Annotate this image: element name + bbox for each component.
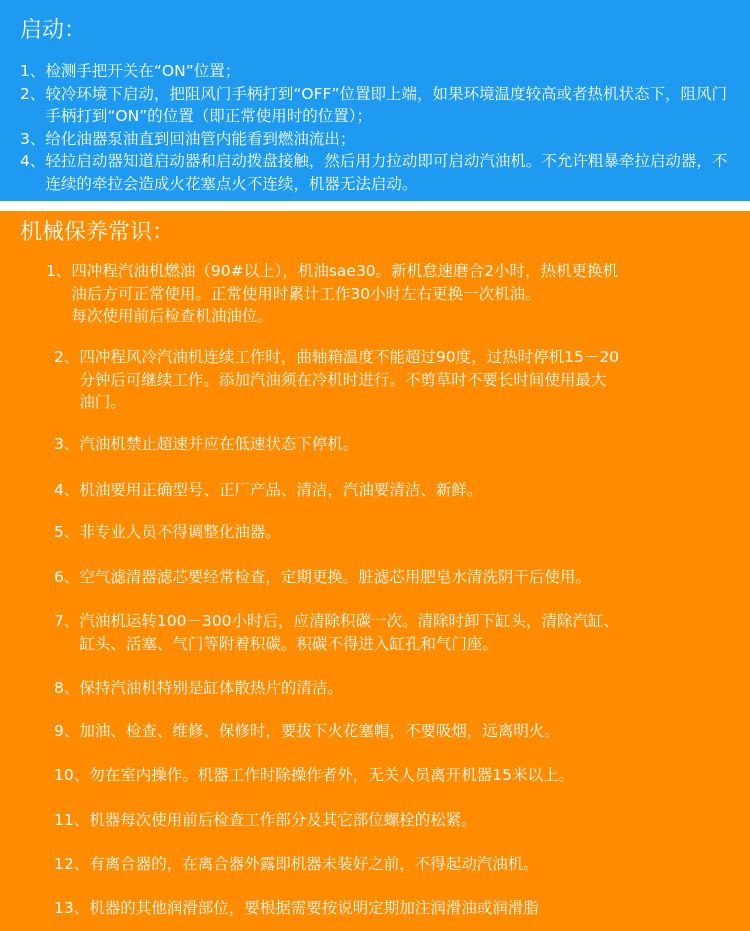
maintenance-item-text: 汽油机禁止超速并应在低速状态下停机。 [79,435,359,453]
maintenance-item-text: 空气滤清器滤芯要经常检查，定期更换。脏滤芯用肥皂水清洗阴干后使用。 [79,568,591,586]
maintenance-item-text: 有离合器的，在离合器外露即机器未装好之前，不得起动汽油机。 [89,855,539,873]
start-item [20,128,735,151]
maintenance-item [54,677,343,700]
maintenance-item [54,521,281,544]
start-title: 启动： [20,18,87,43]
maintenance-item-text: 加油、检查、维修、保修时，要拔下火花塞帽，不要吸烟，远离明火。 [79,722,560,740]
start-item-number: 2、 [20,84,46,103]
maintenance-item [54,346,619,414]
maintenance-item-text: 非专业人员不得调整化油器。 [79,523,281,541]
maintenance-item [54,610,619,655]
start-item [20,60,735,83]
maintenance-item-number: 4、 [54,481,80,499]
maintenance-item-text [79,610,619,655]
maintenance-item [54,853,539,876]
maintenance-item-number: 7、 [54,612,80,630]
maintenance-item-line: 汽油机运转100－300小时后，应清除积碳一次。清除时卸下缸头，清除汽缸、 [79,612,620,630]
start-item [20,150,735,195]
maintenance-item [54,764,574,787]
start-list [20,60,735,196]
maintenance-item-number: 11、 [54,811,90,829]
maintenance-item-line: 分钟后可继续工作。添加汽油须在冷机时进行。不剪草时不要长时间使用最大 [79,370,607,389]
start-item-text: 较冷环境下启动，把阻风门手柄打到“OFF”位置即上端，如果环境温度较高或者热机状态下，阻风门手柄打到“ON”的位置（即正常使用时的位置）； [45,84,727,126]
maintenance-item-line: 四冲程汽油机燃油（90#以上），机油sae30。新机怠速磨合2小时，热机更换机 [71,262,619,280]
maintenance-item-number: 3、 [54,435,80,453]
maintenance-item-number: 5、 [54,523,80,541]
maintenance-item-number: 1、 [46,262,72,280]
start-item-number: 3、 [20,129,46,148]
maintenance-item-number: 6、 [54,568,80,586]
start-section [0,0,750,201]
start-item [20,83,735,128]
start-item-text: 轻拉启动器知道启动器和启动拨盘接触，然后用力拉动即可启动汽油机。不允许粗暴牵拉启动器，不连续的牵拉会造成火花塞点火不连续，机器无法启动。 [45,152,728,193]
maintenance-item-number: 13、 [54,899,90,917]
maintenance-item-line: 缸头、活塞、气门等附着积碳。积碳不得进入缸孔和气门座。 [79,634,498,653]
start-item-number: 1、 [20,62,46,80]
maintenance-item-number: 2、 [54,348,80,366]
maintenance-item [54,433,358,456]
maintenance-item [54,897,539,920]
maintenance-item [54,720,560,743]
maintenance-title: 机械保养常识： [20,220,175,245]
maintenance-item-number: 9、 [54,722,80,740]
maintenance-item-text: 保持汽油机特别是缸体散热片的清洁。 [79,679,343,697]
maintenance-item-line: 油门。 [79,393,126,412]
start-item-number: 4、 [20,152,46,171]
maintenance-item-line: 油后方可正常使用。正常使用时累计工作30小时左右更换一次机油。 [71,284,541,303]
maintenance-item-text: 机器的其他润滑部位，要根据需要按说明定期加注润滑油或润滑脂 [89,899,539,917]
maintenance-section [0,211,750,931]
maintenance-item [54,566,591,589]
maintenance-item-text: 勿在室内操作。机器工作时除操作者外，无关人员离开机器15米以上。 [89,766,574,784]
maintenance-item [54,479,482,502]
start-item-text: 检测手把开关在“ON”位置； [45,62,241,80]
maintenance-item-text: 机器每次使用前后检查工作部分及其它部位螺栓的松紧。 [89,811,477,829]
maintenance-item-line: 四冲程风冷汽油机连续工作时，曲轴箱温度不能超过90度，过热时停机15－20 [79,348,620,366]
maintenance-item-line: 每次使用前后检查机油油位。 [71,307,273,326]
maintenance-item-text: 机油要用正确型号、正厂产品、清洁，汽油要清洁、新鲜。 [79,481,483,499]
maintenance-item [46,260,618,328]
maintenance-item-number: 8、 [54,679,80,697]
maintenance-item-number: 12、 [54,855,90,873]
section-divider [0,201,750,211]
start-item-text: 给化油器泵油直到回油管内能看到燃油流出； [45,129,356,148]
maintenance-item [54,809,477,832]
maintenance-item-text [79,346,619,414]
maintenance-item-text [71,260,618,328]
maintenance-item-number: 10、 [54,766,90,784]
